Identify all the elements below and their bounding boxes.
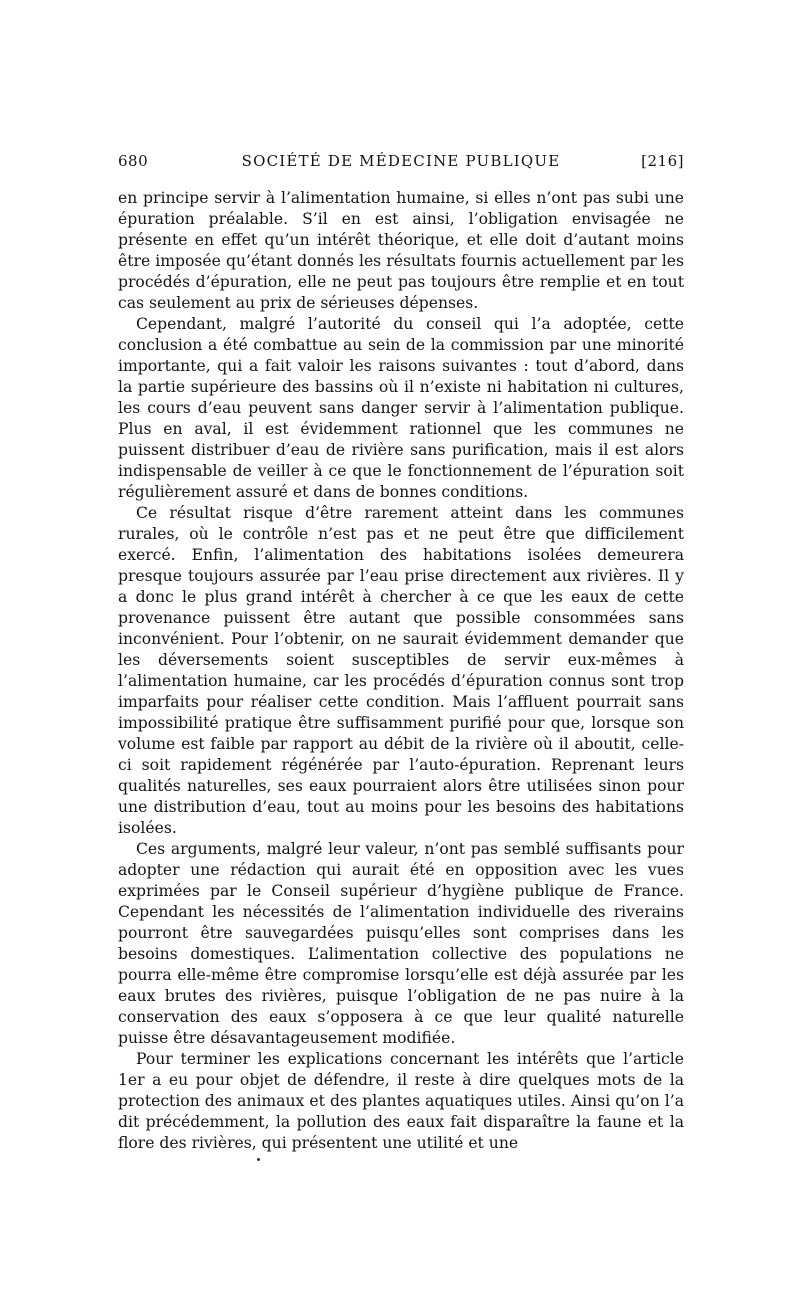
- page-number: 680: [118, 152, 149, 170]
- paragraph-3: Ce résultat risque d’être rarement atteint dans les communes rurales, où le contrôle n’est pas et ne peut être que difficilement exercé. Enfin, l’alimentation des habitations isolées demeurera presque toujours assurée par l’eau prise directement aux rivières. Il y a donc le plus grand intérêt à chercher à ce que les eaux de cette provenance puissent être autant que possible consommées sans inconvénient. Pour l’obtenir, on ne saurait évidemment demander que les déversements soient susceptibles de servir eux-mêmes à l’alimentation humaine, car les procédés d’épuration connus sont trop imparfaits pour réaliser cette condition. Mais l’affluent pourrait sans impossibilité pratique être suffisamment purifié pour que, lorsque son volume est faible par rapport au débit de la rivière où il aboutit, celle-ci soit rapidement régénérée par l’auto-épuration. Reprenant leurs qualités naturelles, ses eaux pourraient alors être utilisées sinon pour une distribution d’eau, tout au moins pour les besoins des habitations isolées.: [118, 504, 684, 837]
- print-speck: [257, 1158, 260, 1161]
- paragraph-5: Pour terminer les explications concernant les intérêts que l’article 1er a eu pour objet de défendre, il reste à dire quelques mots de la protection des animaux et des plantes aquatiques utiles. Ainsi qu’on l’a dit précédemment, la pollution des eaux fait disparaître la faune et la flore des rivières, qui présentent une utilité et une: [118, 1050, 684, 1152]
- section-reference: [216]: [641, 152, 684, 170]
- running-title: SOCIÉTÉ DE MÉDECINE PUBLIQUE: [241, 152, 561, 170]
- paragraph-1: en principe servir à l’alimentation humaine, si elles n’ont pas subi une épuration préalable. S’il en est ainsi, l’obligation envisagée ne présente en effet qu’un intérêt théorique, et elle doit d’autant moins être imposée qu’étant donnés les résultats fournis actuellement par les procédés d’épuration, elle ne peut pas toujours être remplie et en tout cas seulement au prix de sérieuses dépenses.: [118, 189, 684, 312]
- body-text: [118, 188, 684, 1154]
- paragraph-4: Ces arguments, malgré leur valeur, n’ont pas semblé suffisants pour adopter une rédaction qui aurait été en opposition avec les vues exprimées par le Conseil supérieur d’hygiène publique de France. Cependant les nécessités de l’alimentation individuelle des riverains pourront être sauvegardées puisqu’elles sont comprises dans les besoins domestiques. L’alimentation collective des populations ne pourra elle-même être compromise lorsqu’elle est déjà assurée par les eaux brutes des rivières, puisque l’obligation de ne pas nuire à la conservation des eaux s’opposera à ce que leur qualité naturelle puisse être désavantageusement modifiée.: [118, 840, 684, 1047]
- paragraph-2: Cependant, malgré l’autorité du conseil qui l’a adoptée, cette conclusion a été combattue au sein de la commission par une minorité importante, qui a fait valoir les raisons suivantes : tout d’abord, dans la partie supérieure des bassins où il n’existe ni habitation ni cultures, les cours d’eau peuvent sans danger servir à l’alimentation publique. Plus en aval, il est évidemment rationnel que les communes ne puissent distribuer d’eau de rivière sans purification, mais il est alors indispensable de veiller à ce que le fonctionnement de l’épuration soit régulièrement assuré et dans de bonnes conditions.: [118, 315, 684, 501]
